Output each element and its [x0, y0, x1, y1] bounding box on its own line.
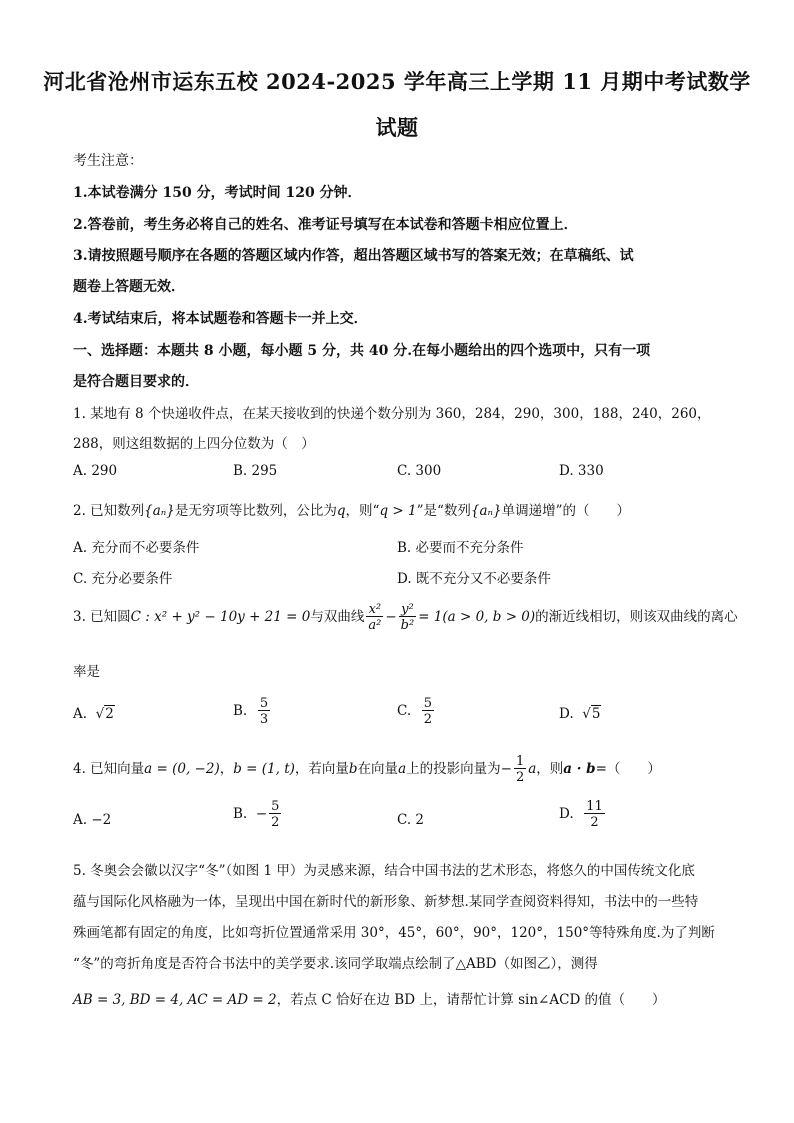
q3-option-d-label: D. — [559, 706, 574, 722]
q3-option-c-label: C. — [397, 703, 412, 719]
q2-option-b: B. 必要而不充分条件 — [397, 540, 524, 556]
q4-option-d-num: 11 — [586, 799, 603, 814]
q4-option-b-label: B. — [233, 806, 248, 822]
q4-b: b — [348, 761, 358, 777]
question-5-line4: “冬”的弯折角度是否符合书法中的美学要求.该同学取端点绘制了△ABD（如图乙），测得 — [73, 956, 598, 972]
q2-text-2: 是无穷项等比数列，公比为 — [174, 503, 337, 519]
q2-option-a: A. 充分而不必要条件 — [73, 540, 200, 556]
q3-option-a — [73, 706, 115, 722]
q3-text-2: 与双曲线 — [310, 609, 365, 625]
q4-option-b-value — [269, 800, 281, 829]
notice-item-4: 4.考试结束后，将本试题卷和答题卡一并上交． — [73, 311, 368, 327]
q3-frac-y-num: y² — [401, 602, 414, 617]
q4-option-d-den: 2 — [584, 813, 605, 829]
q2-option-d: D. 既不充分又不必要条件 — [397, 571, 551, 587]
q3-option-d — [559, 706, 601, 722]
q4-text-5: 在向量 — [357, 761, 399, 777]
q4-text-10: =（ ） — [595, 761, 661, 777]
q4-frac-num: 1 — [515, 754, 525, 769]
q3-option-d-radicand: 5 — [591, 706, 601, 722]
q4-text-7: 上的投影向量为 — [406, 761, 501, 777]
q2-ratio: q — [336, 503, 346, 519]
q2-option-c: C. 充分必要条件 — [73, 571, 173, 587]
q4-frac — [514, 755, 526, 784]
q3-frac-y-den: b² — [400, 618, 415, 633]
q3-circle-eq: C : x² + y² − 10y + 21 = 0 — [130, 609, 311, 625]
q3-text-4: 的渐近线相切，则该双曲线的离心 — [535, 609, 738, 625]
q1-option-d: D. 330 — [559, 463, 604, 479]
q4-text-3: ，若向量 — [294, 761, 349, 777]
q4-frac-den: 2 — [515, 770, 525, 785]
q4-option-c: C. 2 — [397, 812, 425, 828]
q4-text-9: ，则 — [536, 761, 564, 777]
question-1-line2: 288，则这组数据的上四分位数为（ ） — [73, 436, 315, 452]
q3-frac-x — [366, 603, 383, 632]
question-1-line1: 1. 某地有 8 个快递收件点，在某天接收到的快递个数分别为 360，284，290，300，188，240，260， — [73, 406, 711, 422]
q3-option-c-num: 5 — [423, 696, 433, 711]
q4-text-2: ， — [219, 761, 234, 777]
question-5-line1: 5. 冬奥会会徽以汉字“冬”（如图 1 甲）为灵感来源，结合中国书法的艺术形态，将悠久的中国传统文化底 — [73, 863, 695, 879]
exam-title-line1: 河北省沧州市运东五校 2024-2025 学年高三上学期 11 月期中考试数学 — [43, 69, 751, 94]
q4-option-b-neg: − — [255, 806, 268, 822]
q5-text: ，若点 C 恰好在边 BD 上，请帮忙计算 sin∠ACD 的值（ ） — [276, 992, 666, 1008]
q1-option-a: A. 290 — [73, 463, 118, 479]
q2-text-5: 单调递增”的（ ） — [501, 503, 630, 519]
notice-heading: 考生注意： — [73, 153, 143, 169]
q3-option-c-den: 2 — [423, 712, 433, 727]
q4-option-b-num: 5 — [271, 799, 280, 814]
q4-vector-a: a = (0, −2) — [144, 761, 220, 777]
question-5-line3: 殊画笔都有固定的角度，比如弯折位置通常采用 30°，45°，60°，90°，120°，150°等特殊角度.为了判断 — [73, 925, 715, 941]
q4-option-a: A. −2 — [73, 812, 112, 828]
q4-a: a — [398, 761, 407, 777]
q2-sequence: {aₙ} — [144, 503, 175, 519]
q1-option-c: C. 300 — [397, 463, 442, 479]
q4-option-d-label: D. — [559, 806, 574, 822]
q1-option-b: B. 295 — [233, 463, 278, 479]
q4-option-d-value — [584, 800, 605, 829]
q4-text-1: 4. 已知向量 — [73, 761, 145, 777]
q3-option-b-value — [258, 697, 270, 726]
question-3-cont: 率是 — [73, 664, 100, 680]
q2-text-1: 2. 已知数列 — [73, 503, 145, 519]
q2-text-3: ，则“ — [345, 503, 380, 519]
q3-option-c-value — [422, 697, 434, 726]
question-5-line2: 蕴与国际化风格融为一体，呈现出中国在新时代的新形象、新梦想.某同学查阅资料得知，书法中的一些特 — [73, 894, 699, 910]
q4-dot-product: a · b — [563, 761, 596, 777]
q4-option-b-den: 2 — [271, 815, 280, 830]
notice-item-3: 3.请按照题号顺序在各题的答题区域内作答，超出答题区域书写的答案无效；在草稿纸、试 — [73, 248, 634, 264]
q3-option-a-radicand: 2 — [105, 706, 114, 722]
question-3: 3. 已知圆C : x² + y² − 10y + 21 = 0与双曲线 $\frac{\text{x²}}{\text{a²}}$ − $\frac{\text{y²}}{\text{b²}}$ = 1(a > 0, b > 0)的渐近线相切，则该双曲线的离心 — [73, 602, 738, 633]
q3-option-b-num: 5 — [259, 696, 269, 711]
question-2 — [73, 499, 630, 519]
q3-option-a-label: A. — [73, 706, 88, 722]
q4-neg: − — [500, 761, 512, 777]
q3-frac-y — [399, 603, 417, 632]
question-4 — [73, 755, 661, 784]
section-heading-cont: 是符合题目要求的． — [73, 374, 199, 390]
q3-option-c — [397, 697, 436, 726]
q3-frac-x-den: a² — [368, 618, 382, 633]
q3-option-d-value: √5 — [582, 706, 601, 722]
q4-a2: a — [528, 761, 537, 777]
notice-item-2: 2.答卷前，考生务必将自己的姓名、准考证号填写在本试卷和答题卡相应位置上． — [73, 217, 578, 233]
q3-option-b — [233, 697, 272, 726]
q2-condition: q > 1 — [379, 503, 417, 519]
notice-item-3-cont: 题卷上答题无效． — [73, 279, 185, 295]
q3-hyperbola-rhs: = 1(a > 0, b > 0) — [418, 609, 536, 625]
q5-given-lengths: AB = 3, BD = 4, AC = AD = 2 — [73, 992, 277, 1008]
q3-option-b-label: B. — [233, 703, 248, 719]
q3-option-b-den: 3 — [259, 712, 269, 727]
exam-title-line2: 试题 — [375, 115, 419, 140]
q3-text-1: 3. 已知圆 — [73, 609, 131, 625]
q4-vector-b: b = (1, t) — [233, 761, 295, 777]
q4-option-d — [559, 800, 607, 829]
q3-option-a-value: √2 — [95, 706, 114, 722]
q3-frac-x-num: x² — [368, 602, 382, 617]
section-heading: 一、选择题：本题共 8 小题，每小题 5 分，共 40 分.在每小题给出的四个选项中，只有一项 — [73, 343, 651, 359]
q2-text-4: ”是“数列 — [416, 503, 471, 519]
question-5-line5 — [73, 988, 666, 1008]
notice-item-1: 1.本试卷满分 150 分，考试时间 120 分钟． — [73, 185, 362, 201]
q2-sequence-2: {aₙ} — [470, 503, 502, 519]
q4-option-b — [233, 800, 283, 829]
